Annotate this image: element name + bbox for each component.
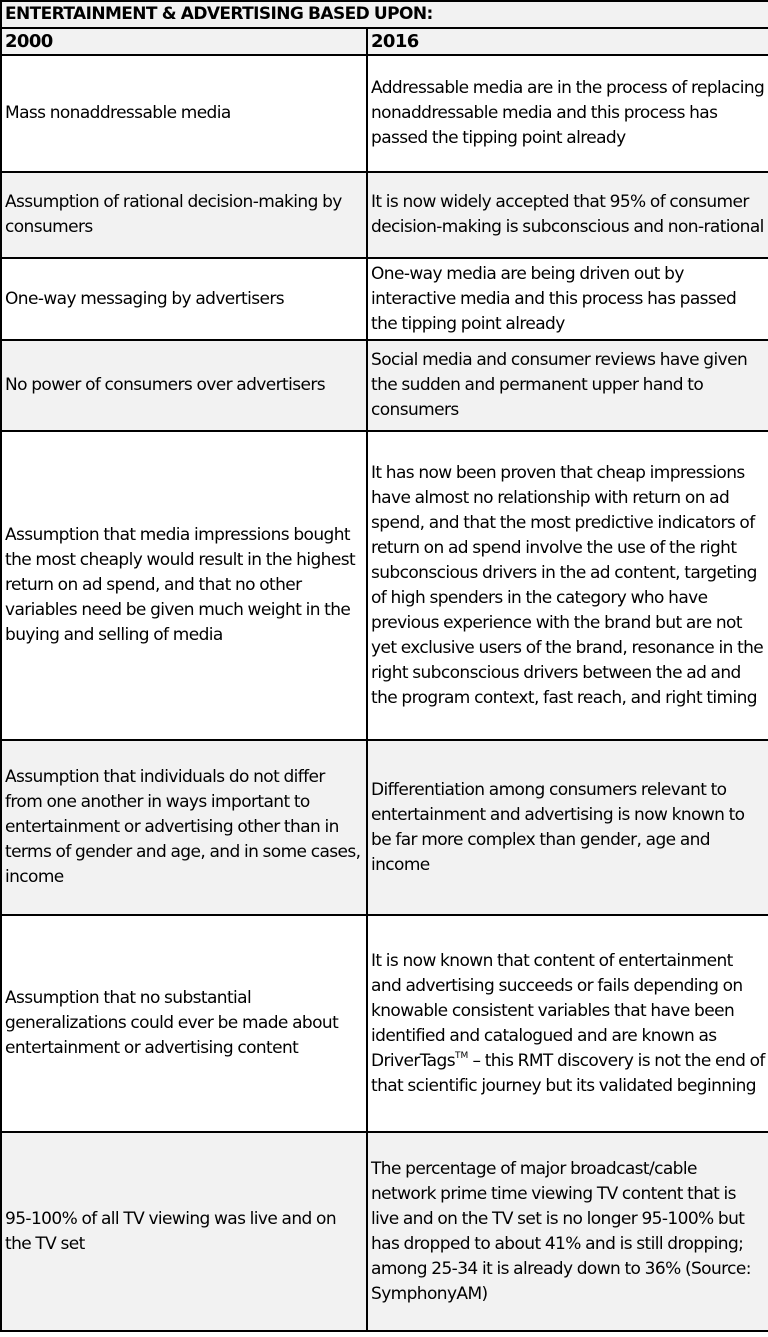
cell-2000: Assumption of rational decision-making by consumers xyxy=(1,172,367,258)
cell-2000: No power of consumers over advertisers xyxy=(1,340,367,431)
cell-2000: Assumption that no substantial generalizations could ever be made about entertainment or advertising content xyxy=(1,915,367,1132)
trademark-mark: TM xyxy=(454,1050,469,1061)
cell-2016: The percentage of major broadcast/cable network prime time viewing TV content that is live and on the TV set is no longer 95-100% but has dropped to about 41% and is still dropping; among 25-34 it is already down to 36% (Source: SymphonyAM) xyxy=(367,1132,768,1331)
cell-2000: Mass nonaddressable media xyxy=(1,55,367,172)
table-row xyxy=(1,1132,768,1331)
table-title: ENTERTAINMENT & ADVERTISING BASED UPON: xyxy=(1,1,768,28)
table-row xyxy=(1,172,768,258)
table-row xyxy=(1,431,768,740)
table-row xyxy=(1,55,768,172)
cell-2000: Assumption that individuals do not differ from one another in ways important to entertainment or advertising other than in terms of gender and age, and in some cases, income xyxy=(1,740,367,915)
cell-2016: Differentiation among consumers relevant to entertainment and advertising is now known to be far more complex than gender, age and income xyxy=(367,740,768,915)
column-header-2000: 2000 xyxy=(1,28,367,55)
table-row xyxy=(1,340,768,431)
cell-2016 xyxy=(367,915,768,1132)
cell-2000: Assumption that media impressions bought the most cheaply would result in the highest return on ad spend, and that no other variables need be given much weight in the buying and selling of media xyxy=(1,431,367,740)
table-row xyxy=(1,258,768,340)
cell-2000: 95-100% of all TV viewing was live and on the TV set xyxy=(1,1132,367,1331)
cell-2016: Addressable media are in the process of replacing nonaddressable media and this process has passed the tipping point already xyxy=(367,55,768,172)
cell-2016: One-way media are being driven out by interactive media and this process has passed the tipping point already xyxy=(367,258,768,340)
cell-2016: Social media and consumer reviews have given the sudden and permanent upper hand to consumers xyxy=(367,340,768,431)
cell-2016: It is now widely accepted that 95% of consumer decision-making is subconscious and non-rational xyxy=(367,172,768,258)
cell-2000: One-way messaging by advertisers xyxy=(1,258,367,340)
column-header-row xyxy=(1,28,768,55)
table-title-row xyxy=(1,1,768,28)
cell-2016-text-start: It is now known that content of entertainment and advertising succeeds or fails depending on knowable consistent variables that have been identified and catalogued and are known as DriverTags xyxy=(371,950,743,1071)
cell-2016: It has now been proven that cheap impressions have almost no relationship with return on ad spend, and that the most predictive indicators of return on ad spend involve the use of the right subconscious drivers in the ad content, targeting of high spenders in the category who have previous experience with the brand but are not yet exclusive users of the brand, resonance in the right subconscious drivers between the ad and the program context, fast reach, and right timing xyxy=(367,431,768,740)
table-row xyxy=(1,915,768,1132)
cell-2016-text-end: – this RMT discovery is not the end of that scientific journey but its validated beginning xyxy=(371,1050,765,1096)
table-row xyxy=(1,740,768,915)
column-header-2016: 2016 xyxy=(367,28,768,55)
